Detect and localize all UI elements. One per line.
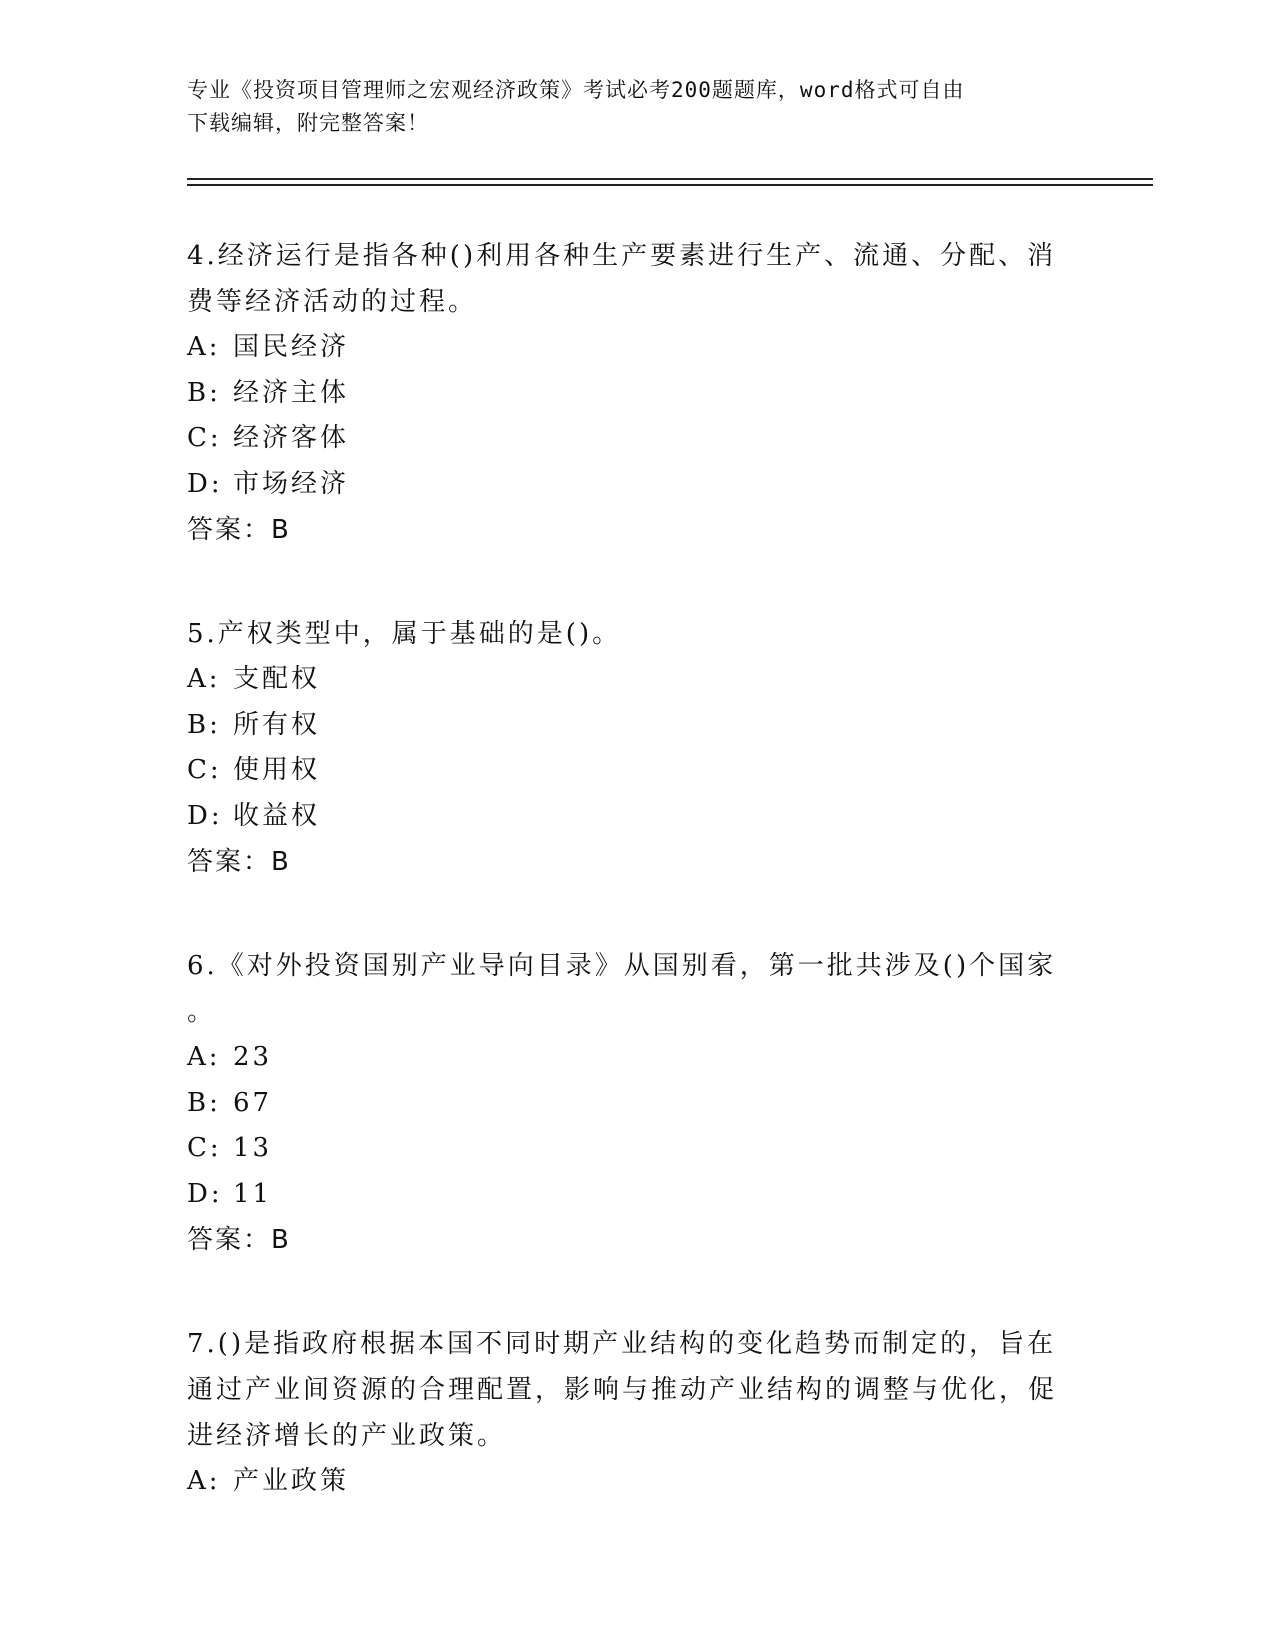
option-value: 使用权 bbox=[233, 755, 321, 785]
option-a bbox=[187, 1035, 1067, 1081]
header-divider-top bbox=[187, 178, 1153, 180]
option-b bbox=[187, 703, 1067, 749]
header-line-1: 专业《投资项目管理师之宏观经济政策》考试必考200题题库，word格式可自由 bbox=[187, 78, 965, 102]
option-key: C: bbox=[187, 423, 222, 453]
option-c bbox=[187, 1126, 1067, 1172]
document-header bbox=[187, 74, 1067, 140]
option-value: 国民经济 bbox=[233, 332, 350, 362]
question-4 bbox=[187, 233, 1067, 553]
question-text-line: 通过产业间资源的合理配置，影响与推动产业结构的调整与优化，促 bbox=[187, 1375, 1058, 1405]
option-value: 经济客体 bbox=[233, 423, 350, 453]
option-value: 产业政策 bbox=[233, 1466, 350, 1496]
question-text-line: 7.()是指政府根据本国不同时期产业结构的变化趋势而制定的，旨在 bbox=[187, 1329, 1057, 1359]
option-key: A: bbox=[187, 664, 221, 694]
option-key: D: bbox=[187, 468, 223, 499]
option-b bbox=[187, 1081, 1067, 1127]
option-key: D: bbox=[187, 1178, 223, 1209]
option-value: 67 bbox=[233, 1087, 273, 1118]
option-value: 收益权 bbox=[233, 800, 321, 831]
question-text-line: 6.《对外投资国别产业导向目录》从国别看，第一批共涉及()个国家 bbox=[187, 951, 1057, 981]
option-value: 23 bbox=[233, 1042, 273, 1072]
option-key: B: bbox=[187, 1087, 221, 1118]
option-c bbox=[187, 748, 1067, 794]
option-a bbox=[187, 657, 1067, 703]
option-key: A: bbox=[187, 332, 221, 362]
question-text-line: 4.经济运行是指各种()利用各种生产要素进行生产、流通、分配、消 bbox=[187, 241, 1057, 271]
question-6 bbox=[187, 943, 1067, 1263]
option-value: 经济主体 bbox=[233, 377, 350, 408]
answer-label: 答案：B bbox=[187, 847, 291, 877]
question-text-line: 进经济增长的产业政策。 bbox=[187, 1421, 507, 1451]
option-a bbox=[187, 1459, 1067, 1505]
option-b bbox=[187, 371, 1067, 417]
question-text-line: 5.产权类型中，属于基础的是()。 bbox=[187, 619, 622, 649]
header-line-2: 下载编辑，附完整答案！ bbox=[187, 111, 429, 135]
option-key: C: bbox=[187, 1133, 222, 1163]
answer-label: 答案：B bbox=[187, 515, 291, 545]
option-value: 13 bbox=[233, 1133, 273, 1163]
header-divider-bottom bbox=[187, 184, 1153, 186]
option-value: 11 bbox=[233, 1178, 273, 1209]
option-d bbox=[187, 794, 1067, 840]
answer-label: 答案：B bbox=[187, 1225, 291, 1255]
question-text-line: 费等经济活动的过程。 bbox=[187, 287, 478, 317]
option-key: A: bbox=[187, 1042, 221, 1072]
option-value: 支配权 bbox=[233, 664, 321, 694]
option-c bbox=[187, 416, 1067, 462]
question-7 bbox=[187, 1321, 1067, 1505]
question-5 bbox=[187, 611, 1067, 885]
option-d bbox=[187, 462, 1067, 508]
question-list bbox=[187, 233, 1067, 1505]
option-value: 所有权 bbox=[233, 709, 321, 740]
question-text-line: 。 bbox=[187, 997, 217, 1027]
option-value: 市场经济 bbox=[233, 468, 350, 499]
option-d bbox=[187, 1172, 1067, 1218]
option-key: B: bbox=[187, 709, 221, 740]
option-a bbox=[187, 325, 1067, 371]
option-key: B: bbox=[187, 377, 221, 408]
option-key: C: bbox=[187, 755, 222, 785]
option-key: D: bbox=[187, 800, 223, 831]
option-key: A: bbox=[187, 1466, 221, 1496]
